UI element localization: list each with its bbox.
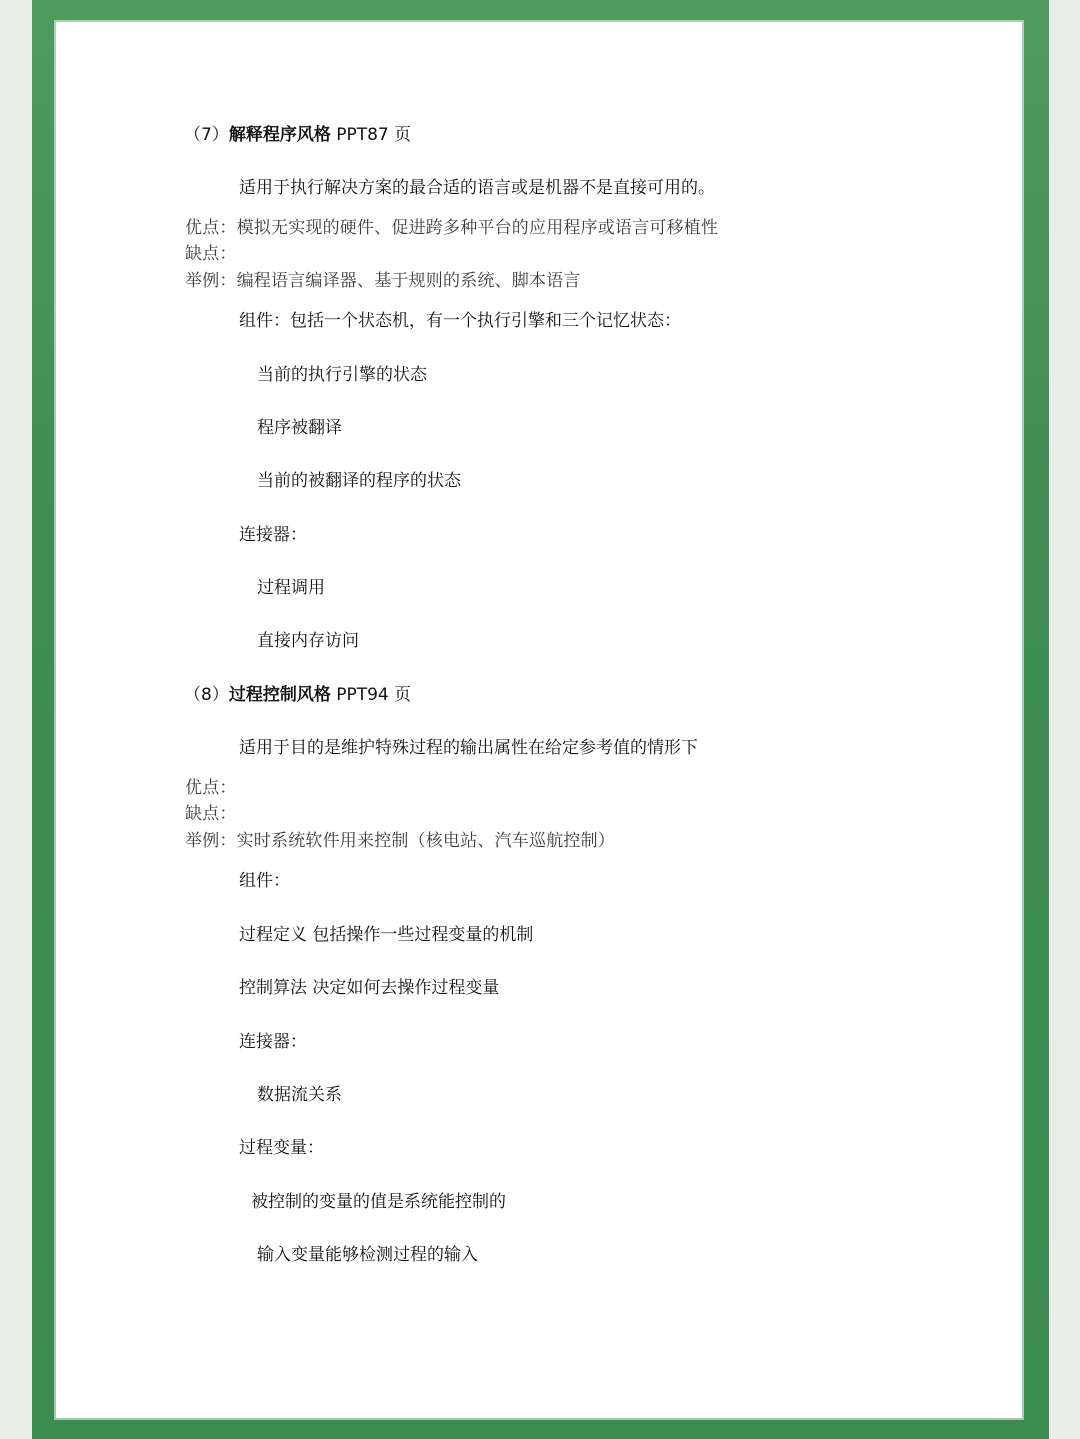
section-8-connector-item: 数据流关系 (257, 1085, 342, 1105)
section-7-heading (184, 124, 411, 146)
section-8-title: 过程控制风格 (228, 685, 331, 705)
section-7-connector-item: 直接内存访问 (257, 631, 359, 651)
section-8-ref: PPT94 页 (330, 685, 412, 705)
section-7-connectors-label: 连接器： (239, 525, 307, 545)
section-7-components-label: 组件：包括一个状态机，有一个执行引擎和三个记忆状态： (239, 311, 681, 331)
section-8-examples: 举例：实时系统软件用来控制（核电站、汽车巡航控制） (185, 831, 615, 851)
section-8-pros: 优点： (185, 778, 237, 798)
section-8-variables-label: 过程变量： (239, 1138, 324, 1158)
section-7-pros: 优点：模拟无实现的硬件、促进跨多种平台的应用程序或语言可移植性 (185, 218, 719, 238)
section-8-connectors-label: 连接器： (239, 1032, 307, 1052)
section-7-number: （7） (184, 125, 229, 145)
section-8-intro: 适用于目的是维护特殊过程的输出属性在给定参考值的情形下 (239, 738, 698, 758)
section-8-component-item: 过程定义 包括操作一些过程变量的机制 (239, 925, 534, 945)
section-8-heading (184, 684, 411, 706)
section-7-component-item: 程序被翻译 (257, 418, 342, 438)
section-7-connector-item: 过程调用 (257, 578, 325, 598)
section-8-cons: 缺点： (185, 804, 237, 824)
section-7-ref: PPT87 页 (330, 125, 412, 145)
section-8-variable-item: 输入变量能够检测过程的输入 (257, 1245, 478, 1265)
section-8-component-item: 控制算法 决定如何去操作过程变量 (239, 978, 500, 998)
section-7-examples: 举例：编程语言编译器、基于规则的系统、脚本语言 (185, 271, 581, 291)
section-7-title: 解释程序风格 (228, 125, 331, 145)
section-7-intro: 适用于执行解决方案的最合适的语言或是机器不是直接可用的。 (239, 178, 715, 198)
section-8-components-label: 组件： (239, 871, 290, 891)
section-7-cons: 缺点： (185, 244, 237, 264)
section-8-variable-item: 被控制的变量的值是系统能控制的 (251, 1192, 506, 1212)
section-7-component-item: 当前的执行引擎的状态 (257, 365, 427, 385)
section-8-number: （8） (184, 685, 229, 705)
section-7-component-item: 当前的被翻译的程序的状态 (257, 471, 461, 491)
